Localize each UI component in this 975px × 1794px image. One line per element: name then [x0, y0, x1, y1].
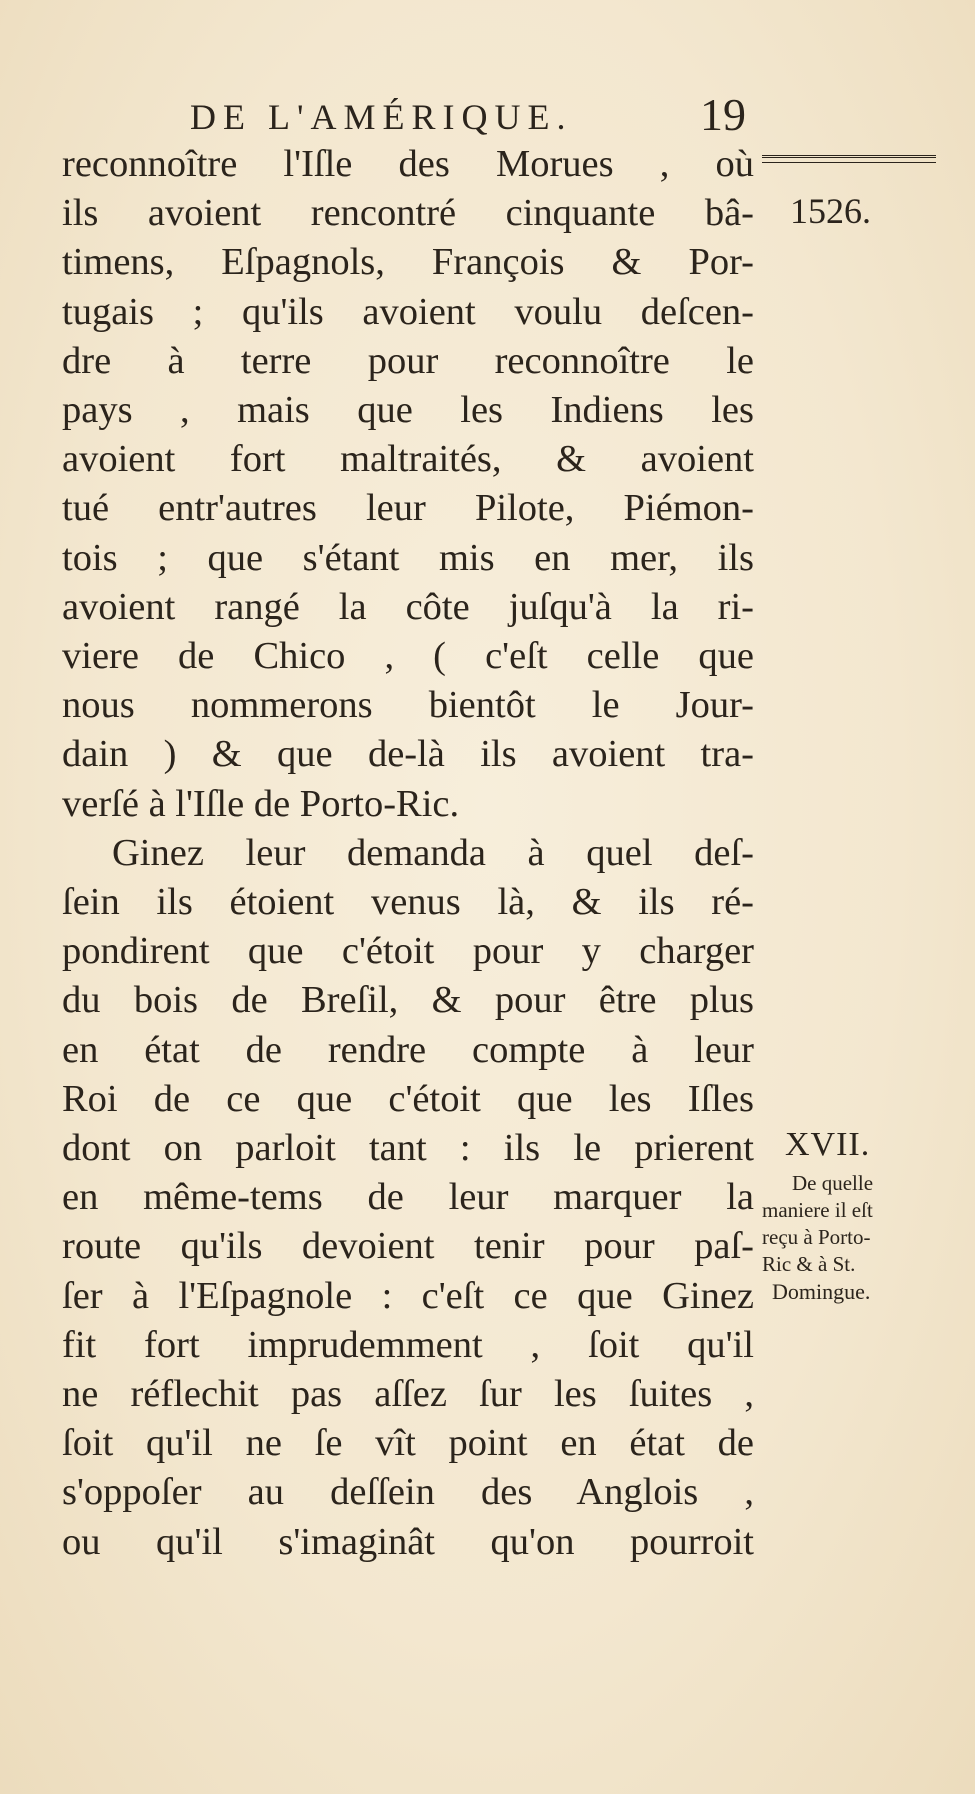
text-line: verſé à l'Iſle de Porto-Ric.	[62, 782, 460, 825]
text-line: ou qu'il s'imaginât qu'on pourroit	[62, 1520, 754, 1563]
text-line: ne réflechit pas aſſez ſur les ſuites ,	[62, 1373, 754, 1416]
text-line: ſoit qu'il ne ſe vît point en état de	[62, 1422, 754, 1465]
gloss-line: maniere il eſt	[762, 1198, 873, 1222]
text-line: fit fort imprudemment , ſoit qu'il	[62, 1323, 754, 1366]
text-line: reconnoître l'Iſle des Morues , où	[62, 143, 754, 185]
page-number: 19	[700, 89, 746, 140]
running-title: DE L'AMÉRIQUE.	[190, 97, 573, 137]
gloss-line: De quelle	[792, 1171, 874, 1195]
text-line: tois ; que s'étant mis en mer, ils	[62, 536, 754, 579]
text-line: ils avoient rencontré cinquante bâ-	[62, 192, 754, 235]
gloss-line: Ric & à St.	[762, 1252, 856, 1276]
text-line: s'oppoſer au deſſein des Anglois ,	[62, 1471, 754, 1514]
text-line: du bois de Breſil, & pour être plus	[62, 979, 754, 1022]
text-line: en même-tems de leur marquer la	[62, 1176, 754, 1219]
text-line: dain ) & que de-là ils avoient tra-	[62, 733, 754, 776]
text-line: timens, Eſpagnols, François & Por-	[62, 241, 754, 284]
text-line: viere de Chico , ( c'eſt celle que	[62, 635, 754, 678]
margin-rule-thin	[762, 162, 936, 163]
text-line: tugais ; qu'ils avoient voulu deſcen-	[62, 290, 754, 333]
text-line: avoient fort maltraités, & avoient	[62, 438, 754, 481]
text-line: avoient rangé la côte juſqu'à la ri-	[62, 585, 754, 628]
text-line: pondirent que c'étoit pour y charger	[62, 930, 754, 973]
gloss-line: Domingue.	[772, 1279, 871, 1304]
text-line: ſer à l'Eſpagnole : c'eſt ce que Ginez	[62, 1274, 754, 1317]
text-line: Ginez leur demanda à quel deſ-	[112, 831, 754, 874]
text-line: route qu'ils devoient tenir pour paſ-	[62, 1225, 754, 1268]
text-line: nous nommerons bientôt le Jour-	[62, 684, 754, 727]
margin-gloss	[762, 1170, 942, 1305]
gloss-line: reçu à Porto-	[762, 1225, 871, 1249]
text-line: dont on parloit tant : ils le prierent	[62, 1127, 754, 1170]
body-text	[62, 140, 754, 1567]
text-line: en état de rendre compte à leur	[62, 1028, 754, 1071]
margin-rule	[762, 155, 936, 162]
text-line: tué entr'autres leur Pilote, Piémon-	[62, 487, 754, 530]
text-line: ſein ils étoient venus là, & ils ré-	[62, 881, 754, 924]
text-line: Roi de ce que c'étoit que les Iſles	[62, 1077, 754, 1120]
text-line: pays , mais que les Indiens les	[62, 389, 754, 432]
text-line: dre à terre pour reconnoître le	[62, 339, 754, 382]
margin-section-number: XVII.	[785, 1126, 871, 1163]
margin-year: 1526.	[790, 191, 871, 231]
